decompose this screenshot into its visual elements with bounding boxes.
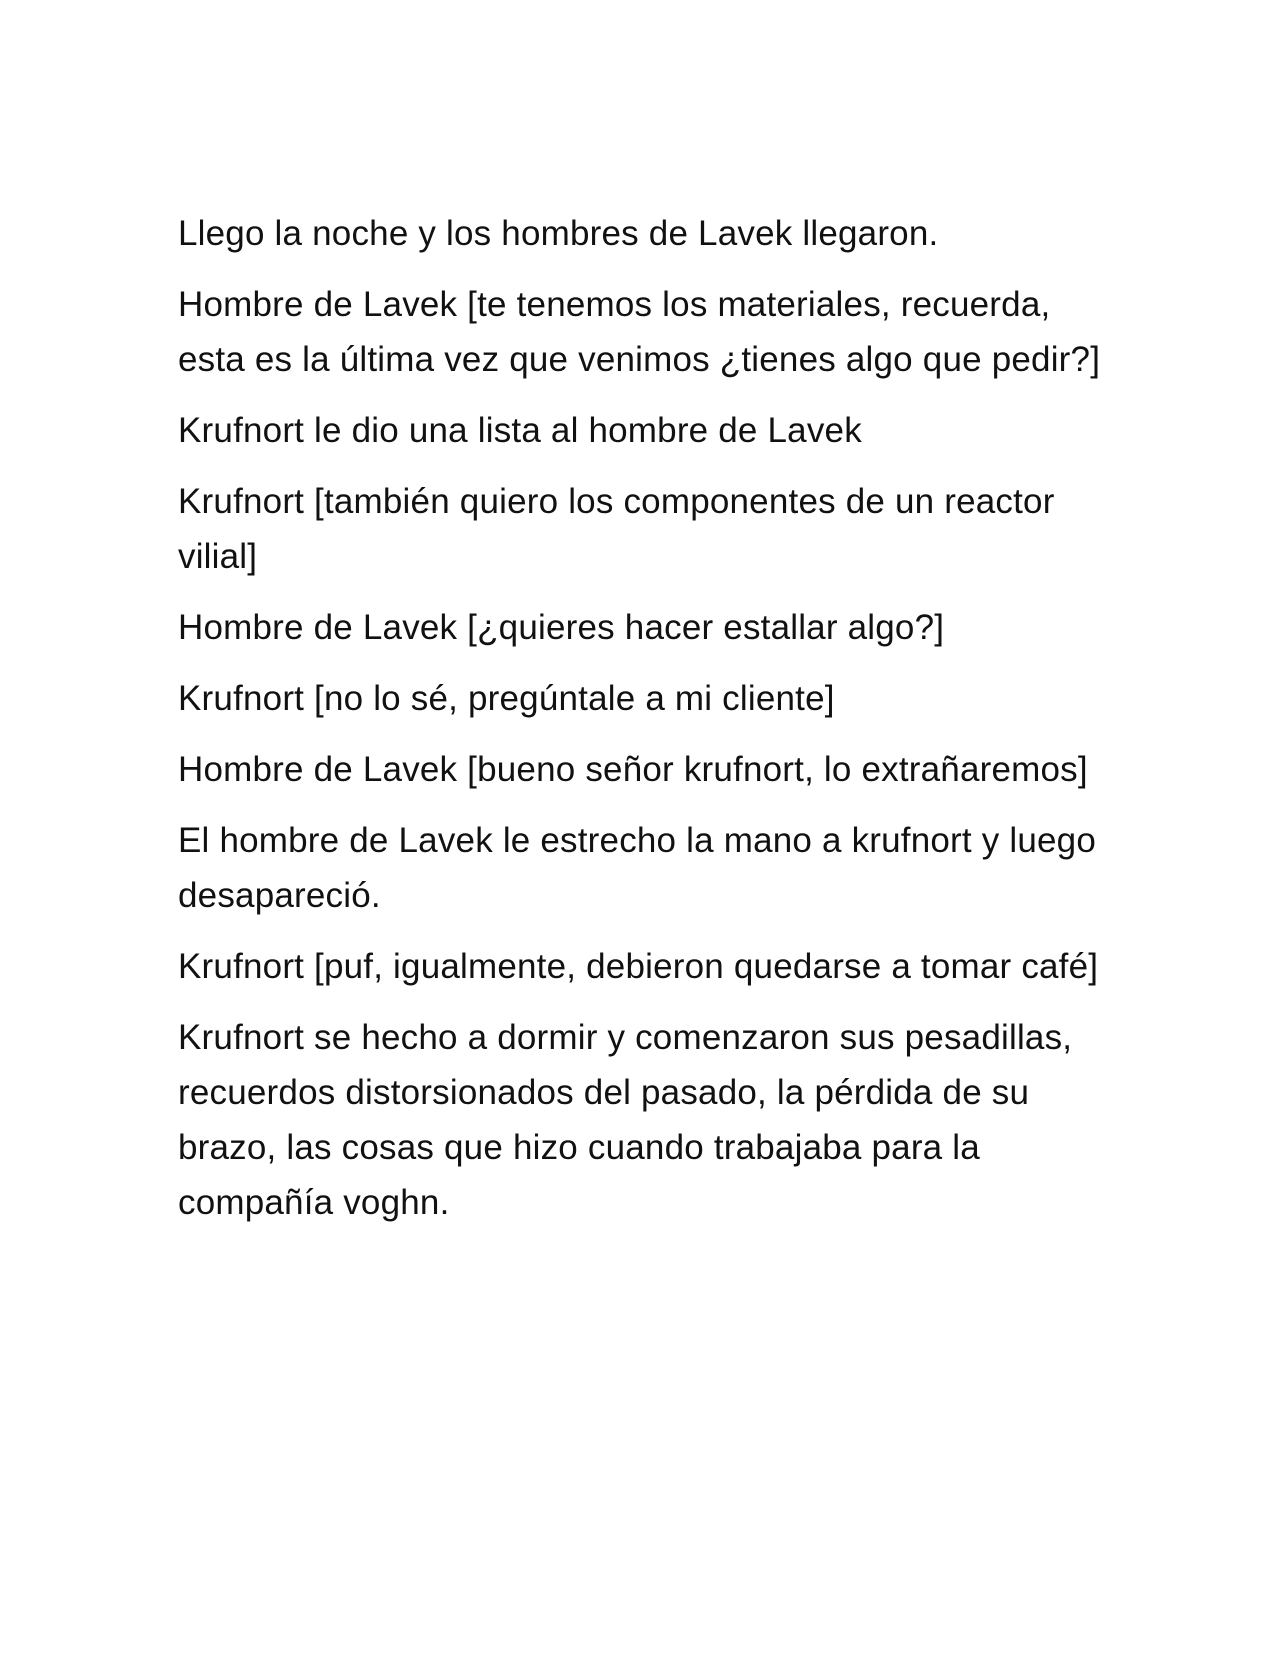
paragraph: Krufnort le dio una lista al hombre de Lavek — [178, 411, 862, 450]
paragraph: Hombre de Lavek [¿quieres hacer estallar algo?] — [178, 608, 945, 647]
paragraph: El hombre de Lavek le estrecho la mano a krufnort y luego desapareció. — [178, 821, 1097, 915]
paragraph: Krufnort se hecho a dormir y comenzaron sus pesadillas, recuerdos distorsionados del pasado, la pérdida de su brazo, las cosas que hizo cuando trabajaba para la compañía voghn. — [178, 1018, 1073, 1222]
paragraph: Krufnort [puf, igualmente, debieron quedarse a tomar café] — [178, 947, 1099, 986]
paragraph: Hombre de Lavek [bueno señor krufnort, lo extrañaremos] — [178, 750, 1088, 789]
paragraph: Llego la noche y los hombres de Lavek llegaron. — [178, 214, 939, 253]
paragraph: Krufnort [no lo sé, pregúntale a mi cliente] — [178, 679, 835, 718]
paragraph: Krufnort [también quiero los componentes de un reactor vilial] — [178, 482, 1055, 576]
document-body — [178, 206, 1118, 1246]
paragraph: Hombre de Lavek [te tenemos los materiales, recuerda, esta es la última vez que venimos ¿tienes algo que pedir?] — [178, 285, 1101, 379]
